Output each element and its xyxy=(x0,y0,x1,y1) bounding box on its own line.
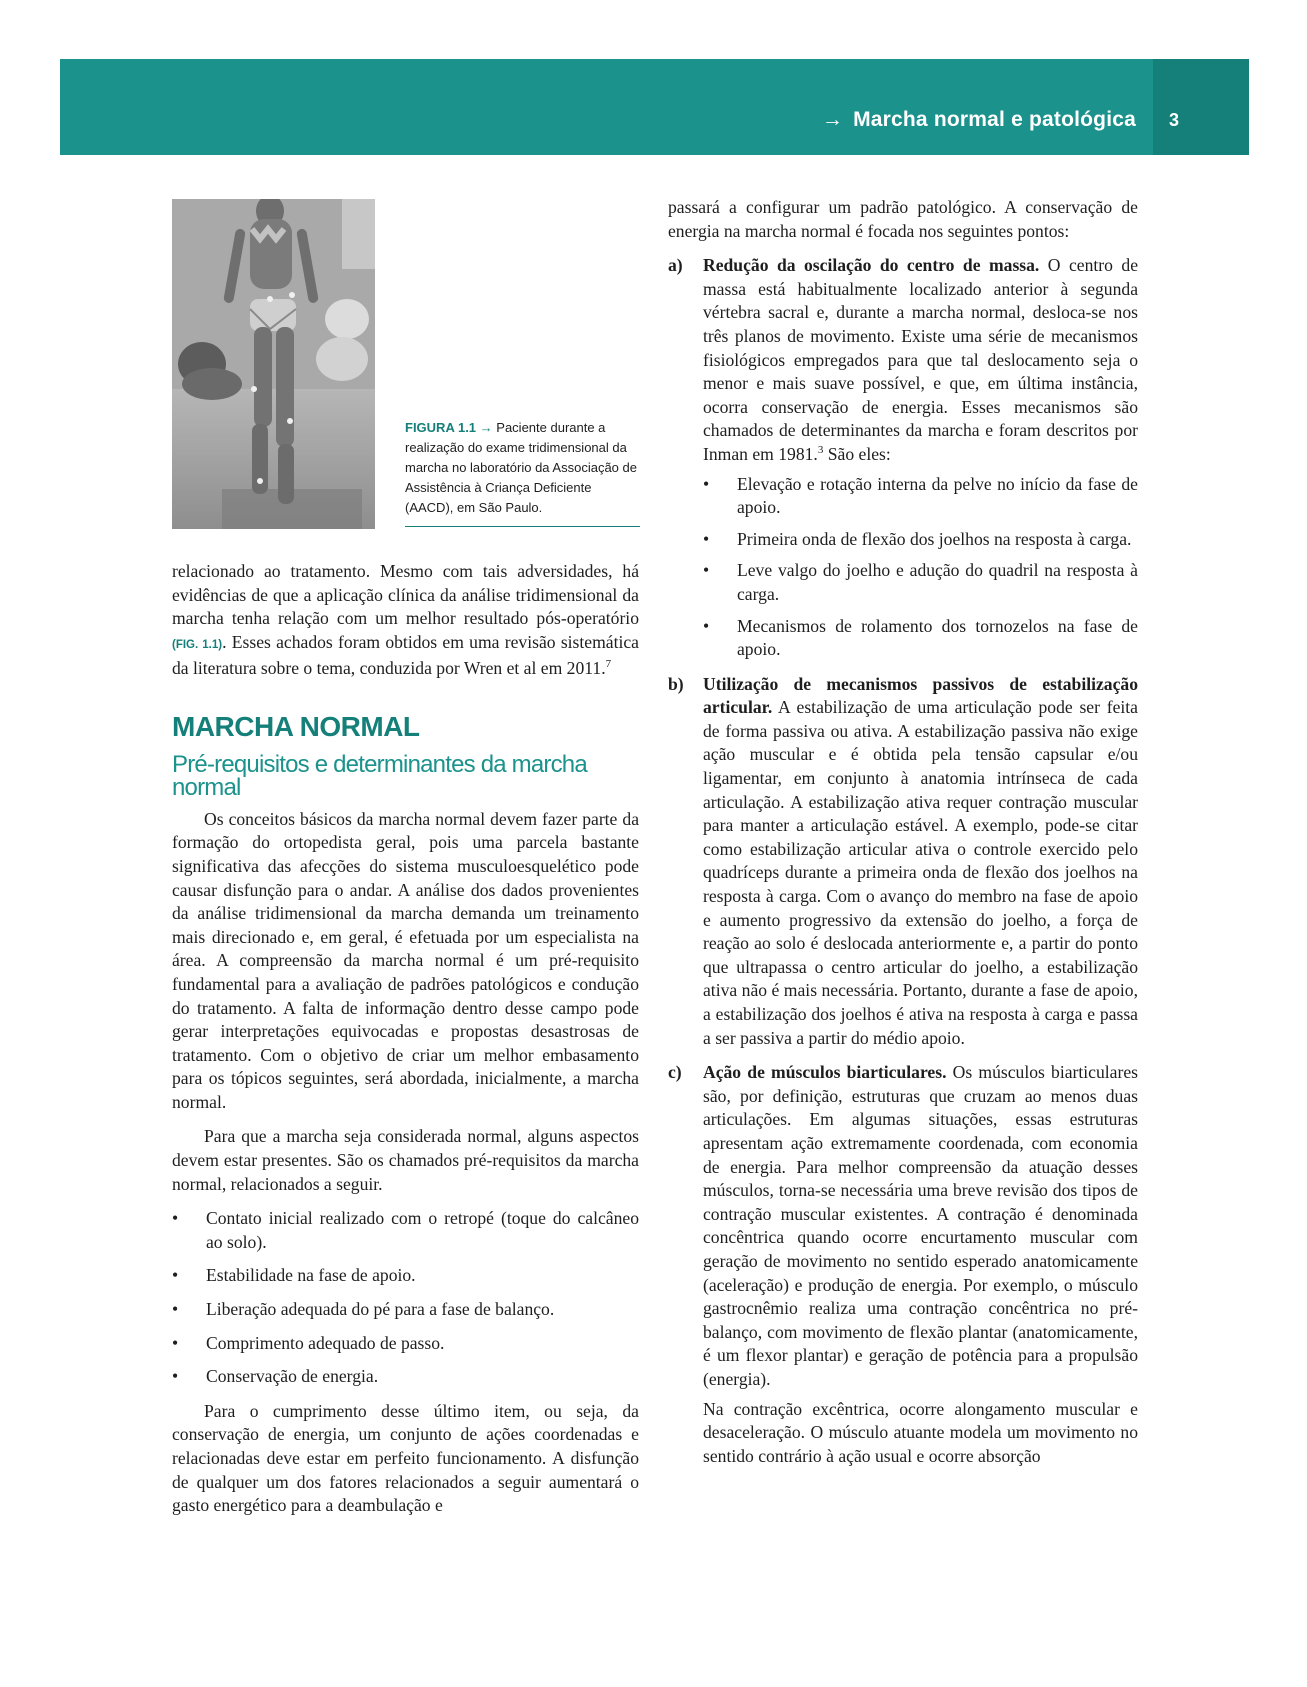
subsection-heading: Pré-requisitos e determinantes da marcha normal xyxy=(172,750,587,802)
list-item: • Mecanismos de rolamento dos tornozelos na fase de apoio. xyxy=(703,615,1138,662)
paragraph: Para o cumprimento desse último item, ou seja, da conservação de energia, um conjunto de ações coordenadas e relacionadas deve estar em perfeito funcionamento. A disfunção de qualquer um dos fatores relacionados a seguir aumentará o gasto energético para a deambulação e xyxy=(172,1400,639,1516)
figure-caption-text: Paciente durante a realização do exame tridimensional da marcha no laboratório da Associação de Assistência à Criança Deficiente (AACD), em São Paulo. xyxy=(405,420,637,515)
item-letter: a) xyxy=(668,255,683,276)
item-lead: Ação de músculos biarticulares. xyxy=(703,1062,947,1083)
paragraph xyxy=(703,1061,1138,1391)
determinant-item-b xyxy=(668,673,1138,1051)
arrow-right-icon: → xyxy=(821,108,844,131)
list-item: • Elevação e rotação interna da pelve no início da fase de apoio. xyxy=(703,473,1138,520)
list-item: • Comprimento adequado de passo. xyxy=(172,1332,639,1356)
running-header-title xyxy=(822,59,1136,155)
figure-photo xyxy=(172,199,375,529)
right-column xyxy=(668,196,1138,1479)
paragraph-text: O centro de massa está habitualmente localizado anterior à segunda vértebra sacral e, durante a marcha normal, desloca-se nos três planos de movimento. Existe uma série de mecanismos fisiológicos empregados para que tal deslocamento seja o menor e mais suave possível, e que, em última instância, ocorra conservação de energia. Esses mecanismos são chamados de determinantes da marcha e foram descritos por Inman em 1981. xyxy=(703,255,1138,464)
list-item: • Primeira onda de flexão dos joelhos na resposta à carga. xyxy=(703,528,1138,552)
paragraph xyxy=(703,673,1138,1051)
paragraph: passará a configurar um padrão patológico. A conservação de energia na marcha normal é focada nos seguintes pontos: xyxy=(668,197,1138,241)
paragraph: Para que a marcha seja considerada normal, alguns aspectos devem estar presentes. São os chamados pré-requisitos da marcha normal, relacionados a seguir. xyxy=(172,1126,639,1194)
arrow-right-icon: → xyxy=(479,420,493,435)
list-item: • Leve valgo do joelho e adução do quadril na resposta à carga. xyxy=(703,559,1138,606)
list-item: • Contato inicial realizado com o retropé (toque do calcâneo ao solo). xyxy=(172,1207,639,1254)
paragraph: Na contração excêntrica, ocorre alongamento muscular e desaceleração. O músculo atuante modela um movimento no sentido contrário à ação usual e ocorre absorção xyxy=(703,1398,1138,1466)
section-heading: MARCHA NORMAL xyxy=(172,710,420,742)
determinant-item-a xyxy=(668,254,1138,662)
paragraph-text: A estabilização de uma articulação pode ser feita de forma passiva ou ativa. A estabilização passiva não exige ação muscular e é obtida pela tensão capsular e/ou ligamentar, em conjunto à anatomia intrínseca de cada articulação. A estabilização ativa requer contração muscular para manter a articulação estável. A exemplo, pode-se citar como estabilização articular ativa o controle exercido pelo quadríceps durante a primeira onda de flexão dos joelhos na resposta à carga. Com o avanço do membro na fase de apoio e aumento progressivo da extensão do joelho, a força de reação ao solo é deslocada anteriormente e, a partir do ponto que ultrapassa o centro articular do joelho, a estabilização ativa não é mais necessária. Portanto, durante a fase de apoio, a estabilização dos joelhos é ativa na resposta à carga e passa a ser passiva a partir do médio apoio. xyxy=(703,697,1138,1048)
list-item: • Estabilidade na fase de apoio. xyxy=(172,1264,639,1288)
item-lead: Redução da oscilação do centro de massa. xyxy=(703,255,1040,276)
list-item: • Liberação adequada do pé para a fase de balanço. xyxy=(172,1298,639,1322)
paragraph-text: . Esses achados foram obtidos em uma revisão sistemática da literatura sobre o tema, conduzida por Wren et al em 2011. xyxy=(172,631,639,679)
page-number: 3 xyxy=(1153,59,1249,155)
caption-divider xyxy=(405,526,640,527)
determinant-item-c xyxy=(668,1061,1138,1468)
item-letter: c) xyxy=(668,1062,682,1083)
item-letter: b) xyxy=(668,673,684,694)
figure-label: FIGURA 1.1 xyxy=(405,420,477,435)
citation-superscript: 7 xyxy=(605,658,612,671)
running-header xyxy=(60,59,1249,155)
citation-superscript: 3 xyxy=(817,444,824,457)
paragraph-text: relacionado ao tratamento. Mesmo com tais adversidades, há evidências de que a aplicação clínica da análise tridimensional da marcha tenha relação com um melhor resultado pós-operatório xyxy=(172,561,639,629)
paragraph xyxy=(172,560,639,681)
paragraph-text: São eles: xyxy=(823,443,891,464)
list-item: • Conservação de energia. xyxy=(172,1365,639,1389)
figure-caption xyxy=(405,418,640,518)
chapter-title: Marcha normal e patológica xyxy=(853,108,1136,131)
item-lead: Utilização de mecanismos passivos de estabilização articular. xyxy=(703,673,1138,718)
figure-reference-link[interactable]: (FIG. 1.1) xyxy=(172,638,223,651)
patient-walking-illustration xyxy=(172,199,375,529)
paragraph: Os conceitos básicos da marcha normal devem fazer parte da formação do ortopedista geral, pois uma parcela bastante significativa das afecções do sistema musculoesquelético pode causar disfunção para o andar. A análise dos dados provenientes da análise tridimensional da marcha demanda um treinamento mais direcionado e, em geral, é efetuada por um especialista na área. A compreensão da marcha normal é um pré-requisito fundamental para a avaliação de padrões patológicos e condução do tratamento. A falta de informação dentro desse campo pode gerar interpretações equivocadas e propostas desastrosas de tratamento. Com o objetivo de criar um melhor embasamento para os tópicos seguintes, será abordada, inicialmente, a marcha normal. xyxy=(172,808,639,1112)
paragraph xyxy=(703,254,1138,466)
paragraph-text: Os músculos biarticulares são, por definição, estruturas que cruzam ao menos duas articulações. Em algumas situações, essas estruturas apresentam ação extremamente coordenada, com economia de energia. Para melhor compreensão da atuação desses músculos, torna-se necessária uma breve revisão dos tipos de contração muscular existentes. A contração é denominada concêntrica quando ocorre encurtamento muscular com geração de movimento no sentido esperado anatomicamente (aceleração) e produção de energia. Por exemplo, o músculo gastrocnêmio realiza uma contração concêntrica no pré-balanço, com movimento de flexão plantar (anatomicamente, é um flexor plantar) e geração de potência para a propulsão (energia). xyxy=(703,1062,1138,1389)
prerequisites-list xyxy=(172,1207,639,1389)
left-column xyxy=(172,560,639,1529)
determinants-list xyxy=(703,473,1138,662)
